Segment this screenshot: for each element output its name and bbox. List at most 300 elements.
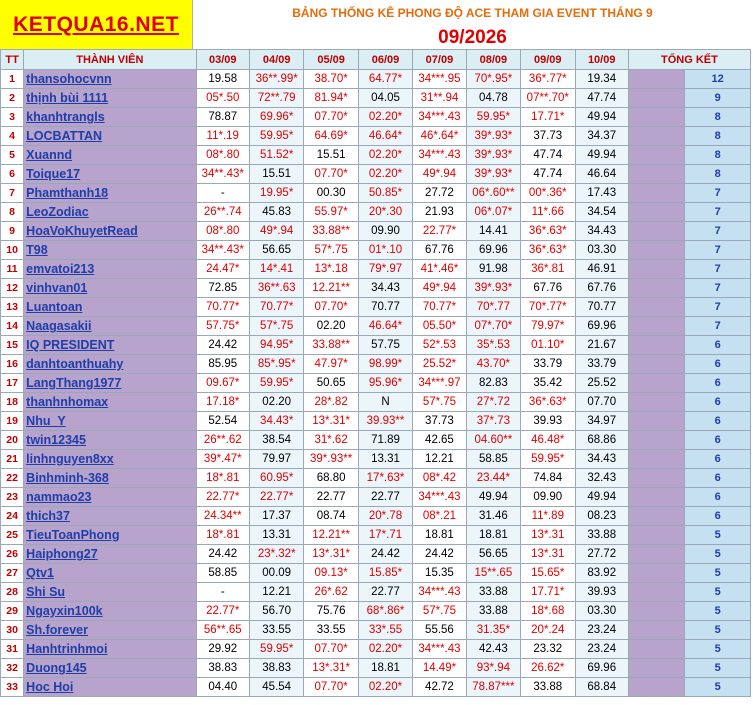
total-cell: 5 bbox=[685, 659, 751, 678]
row-number: 27 bbox=[1, 564, 24, 583]
score-cell: 47.97* bbox=[304, 355, 358, 374]
member-link[interactable]: Binhminh-368 bbox=[26, 471, 109, 485]
row-number: 2 bbox=[1, 89, 24, 108]
score-cell: 78.87*** bbox=[466, 678, 520, 697]
total-cell: 5 bbox=[685, 678, 751, 697]
member-link[interactable]: thịnh bùi 1111 bbox=[26, 91, 109, 105]
score-cell: 09.13* bbox=[304, 564, 358, 583]
score-cell: 02.20 bbox=[304, 317, 358, 336]
table-row bbox=[1, 279, 751, 298]
score-cell: 04.40 bbox=[196, 678, 249, 697]
row-number: 22 bbox=[1, 469, 24, 488]
member-cell bbox=[24, 70, 196, 89]
table-row bbox=[1, 336, 751, 355]
score-cell: 78.87 bbox=[196, 108, 249, 127]
total-spacer bbox=[628, 526, 684, 545]
score-cell: 34***.95 bbox=[413, 70, 466, 89]
score-cell: 17.71* bbox=[521, 583, 575, 602]
score-cell: 02.20* bbox=[358, 108, 412, 127]
total-spacer bbox=[628, 127, 684, 146]
total-spacer bbox=[628, 431, 684, 450]
score-cell: 43.70* bbox=[466, 355, 520, 374]
total-spacer bbox=[628, 184, 684, 203]
score-cell: 45.54 bbox=[249, 678, 303, 697]
table-row bbox=[1, 564, 751, 583]
table-row bbox=[1, 678, 751, 697]
score-cell: 33.79 bbox=[575, 355, 628, 374]
score-cell: 34***.43 bbox=[413, 488, 466, 507]
score-cell: 42.72 bbox=[413, 678, 466, 697]
table-row bbox=[1, 469, 751, 488]
member-link[interactable]: linhnguyen8xx bbox=[26, 452, 114, 466]
score-cell: 45.83 bbox=[249, 203, 303, 222]
score-cell: 70.77 bbox=[575, 298, 628, 317]
member-cell bbox=[24, 336, 196, 355]
score-cell: 24.42 bbox=[358, 545, 412, 564]
score-cell: 70.77* bbox=[196, 298, 249, 317]
score-cell: 12.21** bbox=[304, 526, 358, 545]
score-cell: 57.75 bbox=[358, 336, 412, 355]
total-spacer bbox=[628, 412, 684, 431]
score-cell: 22.77 bbox=[304, 488, 358, 507]
member-link[interactable]: Luantoan bbox=[26, 300, 83, 314]
member-link[interactable]: nammao23 bbox=[26, 490, 92, 504]
score-cell: 07.70* bbox=[304, 298, 358, 317]
score-cell: 07.70* bbox=[304, 165, 358, 184]
score-cell: 34**.43* bbox=[196, 165, 249, 184]
score-cell: 47.74 bbox=[521, 146, 575, 165]
member-link[interactable]: Haiphong27 bbox=[26, 547, 98, 561]
score-cell: 72.85 bbox=[196, 279, 249, 298]
total-cell: 6 bbox=[685, 336, 751, 355]
score-cell: 39*.93* bbox=[466, 165, 520, 184]
score-cell: 49*.94 bbox=[413, 165, 466, 184]
score-cell: 17*.71 bbox=[358, 526, 412, 545]
row-number: 1 bbox=[1, 70, 24, 89]
score-cell: 25.52* bbox=[413, 355, 466, 374]
row-number: 6 bbox=[1, 165, 24, 184]
member-link[interactable]: Xuannd bbox=[26, 148, 73, 162]
total-spacer bbox=[628, 469, 684, 488]
score-cell: 95.96* bbox=[358, 374, 412, 393]
score-cell: 34.43 bbox=[358, 279, 412, 298]
header-member: THÀNH VIÊN bbox=[24, 50, 196, 70]
total-spacer bbox=[628, 298, 684, 317]
member-link[interactable]: IQ PRESIDENT bbox=[26, 338, 115, 352]
row-number: 12 bbox=[1, 279, 24, 298]
score-cell: 70.77* bbox=[413, 298, 466, 317]
score-cell: 34***.43 bbox=[413, 146, 466, 165]
member-cell bbox=[24, 108, 196, 127]
member-link[interactable]: Phamthanh18 bbox=[26, 186, 109, 200]
member-link[interactable]: khanhtrangls bbox=[26, 110, 105, 124]
member-cell bbox=[24, 412, 196, 431]
score-cell: 42.43 bbox=[466, 640, 520, 659]
score-cell: 23.24 bbox=[575, 640, 628, 659]
total-cell: 12 bbox=[685, 70, 751, 89]
table-row bbox=[1, 203, 751, 222]
member-cell bbox=[24, 678, 196, 697]
score-cell: 29.92 bbox=[196, 640, 249, 659]
total-cell: 6 bbox=[685, 450, 751, 469]
member-link[interactable]: Ngayxin100k bbox=[26, 604, 103, 618]
total-spacer bbox=[628, 640, 684, 659]
score-cell: 70*.95* bbox=[466, 70, 520, 89]
score-cell: 32.43 bbox=[575, 469, 628, 488]
score-cell: 33.88** bbox=[304, 222, 358, 241]
score-cell: 83.92 bbox=[575, 564, 628, 583]
member-link[interactable]: thich37 bbox=[26, 509, 70, 523]
score-cell: 58.85 bbox=[196, 564, 249, 583]
score-cell: 21.67 bbox=[575, 336, 628, 355]
score-cell: 24.42 bbox=[413, 545, 466, 564]
score-cell: 17.43 bbox=[575, 184, 628, 203]
score-cell: 33.88 bbox=[521, 678, 575, 697]
row-number: 20 bbox=[1, 431, 24, 450]
score-cell: 04.60** bbox=[466, 431, 520, 450]
member-link[interactable]: HoaVoKhuyetRead bbox=[26, 224, 138, 238]
score-cell: 25.52 bbox=[575, 374, 628, 393]
score-cell: 28*.82 bbox=[304, 393, 358, 412]
member-cell bbox=[24, 374, 196, 393]
score-cell: 11*.66 bbox=[521, 203, 575, 222]
score-cell: 27*.72 bbox=[466, 393, 520, 412]
score-cell: 36*.63* bbox=[521, 222, 575, 241]
score-cell: 38.83 bbox=[196, 659, 249, 678]
score-cell: 38.83 bbox=[249, 659, 303, 678]
total-cell: 6 bbox=[685, 469, 751, 488]
member-cell bbox=[24, 127, 196, 146]
header-total: TỔNG KẾT bbox=[628, 50, 750, 70]
site-logo[interactable] bbox=[0, 0, 193, 49]
member-link[interactable]: Naagasakii bbox=[26, 319, 92, 333]
score-cell: 20*.78 bbox=[358, 507, 412, 526]
total-cell: 5 bbox=[685, 526, 751, 545]
score-cell: 39*.47* bbox=[196, 450, 249, 469]
total-spacer bbox=[628, 108, 684, 127]
score-cell: 08*.21 bbox=[413, 507, 466, 526]
score-cell: 13*.18 bbox=[304, 260, 358, 279]
row-number: 23 bbox=[1, 488, 24, 507]
score-cell: 46.64* bbox=[358, 127, 412, 146]
table-row bbox=[1, 108, 751, 127]
score-cell: 72**.79 bbox=[249, 89, 303, 108]
member-link[interactable]: emvatoi213 bbox=[26, 262, 95, 276]
header-tt: TT bbox=[1, 50, 24, 70]
score-cell: 79.97* bbox=[521, 317, 575, 336]
score-cell: 37.73 bbox=[521, 127, 575, 146]
score-cell: 12.21 bbox=[249, 583, 303, 602]
member-cell bbox=[24, 89, 196, 108]
score-cell: 34.43 bbox=[575, 450, 628, 469]
member-link[interactable]: Hanhtrinhmoi bbox=[26, 642, 108, 656]
header-date: 09/09 bbox=[521, 50, 575, 70]
total-spacer bbox=[628, 222, 684, 241]
member-cell bbox=[24, 488, 196, 507]
score-cell: 68.86 bbox=[575, 431, 628, 450]
member-cell bbox=[24, 621, 196, 640]
score-cell: 26.62* bbox=[521, 659, 575, 678]
score-cell: 02.20* bbox=[358, 146, 412, 165]
score-cell: 39.93 bbox=[575, 583, 628, 602]
table-row bbox=[1, 298, 751, 317]
member-link[interactable]: danhtoanthuahy bbox=[26, 357, 124, 371]
member-link[interactable]: LangThang1977 bbox=[26, 376, 122, 390]
score-cell: 04.05 bbox=[358, 89, 412, 108]
score-cell: 33*.55 bbox=[358, 621, 412, 640]
member-link[interactable]: T98 bbox=[26, 243, 48, 257]
table-row bbox=[1, 222, 751, 241]
score-cell: 14*.41 bbox=[249, 260, 303, 279]
score-cell: 33.55 bbox=[249, 621, 303, 640]
member-link[interactable]: LOCBATTAN bbox=[26, 129, 103, 143]
score-cell: 18*.68 bbox=[521, 602, 575, 621]
total-cell: 6 bbox=[685, 507, 751, 526]
score-cell: 06*.07* bbox=[466, 203, 520, 222]
header-date: 10/09 bbox=[575, 50, 628, 70]
table-row bbox=[1, 260, 751, 279]
total-spacer bbox=[628, 279, 684, 298]
table-row bbox=[1, 621, 751, 640]
score-cell: 26*.62 bbox=[304, 583, 358, 602]
score-cell: 08*.80 bbox=[196, 146, 249, 165]
total-cell: 7 bbox=[685, 241, 751, 260]
score-cell: 46.91 bbox=[575, 260, 628, 279]
score-cell: 17.71* bbox=[521, 108, 575, 127]
score-cell: 69.96 bbox=[575, 659, 628, 678]
score-cell: 46.64 bbox=[575, 165, 628, 184]
score-cell: 69.96* bbox=[249, 108, 303, 127]
total-spacer bbox=[628, 621, 684, 640]
row-number: 33 bbox=[1, 678, 24, 697]
score-cell: 00*.36* bbox=[521, 184, 575, 203]
score-cell: 04.78 bbox=[466, 89, 520, 108]
score-cell: 37.73 bbox=[413, 412, 466, 431]
score-cell: N bbox=[358, 393, 412, 412]
score-cell: 03.30 bbox=[575, 602, 628, 621]
score-cell: 59.95* bbox=[466, 108, 520, 127]
score-cell: 41*.46* bbox=[413, 260, 466, 279]
score-cell: 38.70* bbox=[304, 70, 358, 89]
score-cell: 56.65 bbox=[249, 241, 303, 260]
row-number: 24 bbox=[1, 507, 24, 526]
score-cell: 13*.31* bbox=[304, 545, 358, 564]
score-cell: 91.98 bbox=[466, 260, 520, 279]
total-cell: 5 bbox=[685, 583, 751, 602]
total-cell: 5 bbox=[685, 640, 751, 659]
row-number: 32 bbox=[1, 659, 24, 678]
score-cell: 33.88 bbox=[466, 583, 520, 602]
score-cell: 39*.93* bbox=[466, 127, 520, 146]
score-cell: 31.46 bbox=[466, 507, 520, 526]
total-cell: 6 bbox=[685, 431, 751, 450]
member-link[interactable]: Qtv1 bbox=[26, 566, 54, 580]
row-number: 3 bbox=[1, 108, 24, 127]
score-cell: 35*.53 bbox=[466, 336, 520, 355]
member-link[interactable]: Toique17 bbox=[26, 167, 81, 181]
score-cell: 02.20* bbox=[358, 165, 412, 184]
total-spacer bbox=[628, 507, 684, 526]
month-title: 09/2026 bbox=[194, 26, 751, 49]
table-row bbox=[1, 450, 751, 469]
table-row bbox=[1, 412, 751, 431]
score-cell: 55.97* bbox=[304, 203, 358, 222]
score-cell: 20*.30 bbox=[358, 203, 412, 222]
member-link[interactable]: twin12345 bbox=[26, 433, 86, 447]
member-link[interactable]: vinhvan01 bbox=[26, 281, 88, 295]
score-cell: 82.83 bbox=[466, 374, 520, 393]
score-cell: 36*.63* bbox=[521, 393, 575, 412]
table-row bbox=[1, 70, 751, 89]
site-logo-text[interactable]: KETQUA16.NET bbox=[13, 12, 179, 36]
member-link[interactable]: LeoZodiac bbox=[26, 205, 89, 219]
total-spacer bbox=[628, 678, 684, 697]
score-cell: 13.31 bbox=[249, 526, 303, 545]
row-number: 11 bbox=[1, 260, 24, 279]
score-cell: 27.72 bbox=[413, 184, 466, 203]
score-cell: 49.94 bbox=[575, 108, 628, 127]
total-cell: 7 bbox=[685, 203, 751, 222]
row-number: 14 bbox=[1, 317, 24, 336]
score-cell: 56**.65 bbox=[196, 621, 249, 640]
row-number: 5 bbox=[1, 146, 24, 165]
score-cell: 34***.97 bbox=[413, 374, 466, 393]
row-number: 28 bbox=[1, 583, 24, 602]
score-cell: 59.95* bbox=[249, 640, 303, 659]
score-cell: 67.76 bbox=[413, 241, 466, 260]
score-cell: 18*.81 bbox=[196, 526, 249, 545]
score-cell: 17.37 bbox=[249, 507, 303, 526]
total-spacer bbox=[628, 70, 684, 89]
score-cell: 57.75* bbox=[196, 317, 249, 336]
score-cell: 08*.42 bbox=[413, 469, 466, 488]
score-cell: 36**.63 bbox=[249, 279, 303, 298]
score-cell: 39*.93* bbox=[466, 279, 520, 298]
score-cell: 81.94* bbox=[304, 89, 358, 108]
member-link[interactable]: Sh.forever bbox=[26, 623, 89, 637]
score-cell: 26**.62 bbox=[196, 431, 249, 450]
table-row bbox=[1, 355, 751, 374]
score-cell: 33.55 bbox=[304, 621, 358, 640]
row-number: 18 bbox=[1, 393, 24, 412]
score-cell: 49.94 bbox=[466, 488, 520, 507]
score-cell: 26**.74 bbox=[196, 203, 249, 222]
score-cell: 36*.81 bbox=[521, 260, 575, 279]
score-cell: 49.94 bbox=[575, 488, 628, 507]
score-cell: 75.76 bbox=[304, 602, 358, 621]
score-cell: 01.10* bbox=[521, 336, 575, 355]
score-cell: 79.97 bbox=[249, 450, 303, 469]
total-cell: 5 bbox=[685, 564, 751, 583]
member-link[interactable]: Shi Su bbox=[26, 585, 66, 599]
member-link[interactable]: Duong145 bbox=[26, 661, 87, 675]
row-number: 16 bbox=[1, 355, 24, 374]
member-link[interactable]: Hoc Hoi bbox=[26, 680, 74, 694]
member-link[interactable]: thansohocvnn bbox=[26, 72, 112, 86]
score-cell: 70.77* bbox=[249, 298, 303, 317]
score-cell: 18.81 bbox=[413, 526, 466, 545]
score-cell: 34***.43 bbox=[413, 640, 466, 659]
row-number: 29 bbox=[1, 602, 24, 621]
score-cell: 15.51 bbox=[304, 146, 358, 165]
score-cell: 56.70 bbox=[249, 602, 303, 621]
row-number: 7 bbox=[1, 184, 24, 203]
header-date: 06/09 bbox=[358, 50, 412, 70]
score-cell: 64.77* bbox=[358, 70, 412, 89]
score-cell: 20*.24 bbox=[521, 621, 575, 640]
total-cell: 8 bbox=[685, 165, 751, 184]
score-cell: 06*.60** bbox=[466, 184, 520, 203]
member-cell bbox=[24, 393, 196, 412]
total-spacer bbox=[628, 165, 684, 184]
score-cell: 36**.99* bbox=[249, 70, 303, 89]
score-cell: 85.95 bbox=[196, 355, 249, 374]
row-number: 13 bbox=[1, 298, 24, 317]
score-cell: 49.94 bbox=[575, 146, 628, 165]
row-number: 30 bbox=[1, 621, 24, 640]
member-link[interactable]: TieuToanPhong bbox=[26, 528, 120, 542]
score-cell: 33.88 bbox=[466, 602, 520, 621]
score-cell: 02.20* bbox=[358, 640, 412, 659]
member-link[interactable]: thanhnhomax bbox=[26, 395, 109, 409]
member-link[interactable]: Nhu_Y bbox=[26, 414, 66, 428]
stats-table bbox=[0, 49, 751, 697]
member-cell bbox=[24, 203, 196, 222]
member-cell bbox=[24, 659, 196, 678]
score-cell: 39*.93** bbox=[304, 450, 358, 469]
score-cell: 09.90 bbox=[521, 488, 575, 507]
score-cell: 23.32 bbox=[521, 640, 575, 659]
score-cell: 22.77* bbox=[196, 602, 249, 621]
score-cell: 15.85* bbox=[358, 564, 412, 583]
score-cell: 42.65 bbox=[413, 431, 466, 450]
score-cell: 02.20 bbox=[249, 393, 303, 412]
score-cell: 22.77* bbox=[413, 222, 466, 241]
score-cell: 22.77* bbox=[249, 488, 303, 507]
score-cell: 00.09 bbox=[249, 564, 303, 583]
score-cell: 23.24 bbox=[575, 621, 628, 640]
member-cell bbox=[24, 165, 196, 184]
score-cell: 36*.63* bbox=[521, 241, 575, 260]
total-spacer bbox=[628, 146, 684, 165]
score-cell: 69.96 bbox=[466, 241, 520, 260]
score-cell: 56.65 bbox=[466, 545, 520, 564]
table-row bbox=[1, 374, 751, 393]
total-cell: 6 bbox=[685, 355, 751, 374]
score-cell: 49*.94 bbox=[249, 222, 303, 241]
total-cell: 6 bbox=[685, 488, 751, 507]
score-cell: 71.89 bbox=[358, 431, 412, 450]
total-cell: 5 bbox=[685, 602, 751, 621]
score-cell: 57*.75 bbox=[413, 602, 466, 621]
score-cell: 52*.53 bbox=[413, 336, 466, 355]
score-cell: 24.42 bbox=[196, 336, 249, 355]
score-cell: 34.97 bbox=[575, 412, 628, 431]
score-cell: 46*.64* bbox=[413, 127, 466, 146]
score-cell: 52.54 bbox=[196, 412, 249, 431]
member-cell bbox=[24, 583, 196, 602]
member-cell bbox=[24, 355, 196, 374]
score-cell: 19.58 bbox=[196, 70, 249, 89]
score-cell: 34.43 bbox=[575, 222, 628, 241]
score-cell: 13*.31* bbox=[304, 412, 358, 431]
score-cell: 22.77 bbox=[358, 488, 412, 507]
score-cell: 07.70* bbox=[304, 678, 358, 697]
score-cell: 07.70* bbox=[304, 640, 358, 659]
row-number: 17 bbox=[1, 374, 24, 393]
row-number: 19 bbox=[1, 412, 24, 431]
header-date: 07/09 bbox=[413, 50, 466, 70]
